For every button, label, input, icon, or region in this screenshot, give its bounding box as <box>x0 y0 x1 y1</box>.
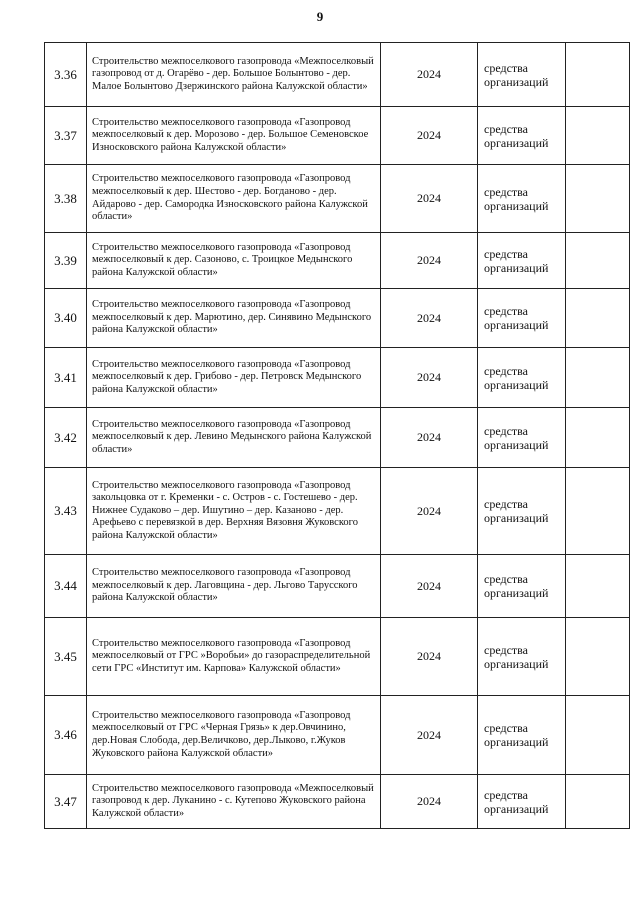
row-number: 3.38 <box>45 165 87 233</box>
row-number: 3.40 <box>45 289 87 348</box>
row-empty-cell <box>566 233 630 289</box>
row-description: Строительство межпоселкового газопровода «Газопровод межпоселковый к дер. Марютино, дер. Синявино Медынского района Калужской области» <box>87 289 381 348</box>
table-row <box>45 107 630 165</box>
row-empty-cell <box>566 775 630 829</box>
row-funding-source: средства организаций <box>478 696 566 775</box>
table-row <box>45 618 630 696</box>
row-description: Строительство межпоселкового газопровода «Газопровод межпоселковый к дер. Сазоново, с. Троицкое Медынского района Калужской области» <box>87 233 381 289</box>
row-year: 2024 <box>381 775 478 829</box>
row-description: Строительство межпоселкового газопровода «Газопровод межпоселковый к дер. Морозово - дер. Большое Семеновское Износковского района Калужской области» <box>87 107 381 165</box>
row-number: 3.36 <box>45 43 87 107</box>
row-year: 2024 <box>381 696 478 775</box>
row-description: Строительство межпоселкового газопровода «Газопровод межпоселковый к дер. Лаговщина - дер. Льгово Тарусского района Калужской области» <box>87 555 381 618</box>
row-year: 2024 <box>381 289 478 348</box>
row-funding-source: средства организаций <box>478 233 566 289</box>
table-row <box>45 233 630 289</box>
row-year: 2024 <box>381 233 478 289</box>
row-description: Строительство межпоселкового газопровода «Газопровод межпоселковый к дер. Левино Медынского района Калужской области» <box>87 408 381 468</box>
table-row <box>45 289 630 348</box>
row-empty-cell <box>566 165 630 233</box>
row-funding-source: средства организаций <box>478 289 566 348</box>
table-row <box>45 165 630 233</box>
table-row <box>45 468 630 555</box>
row-funding-source: средства организаций <box>478 348 566 408</box>
row-year: 2024 <box>381 165 478 233</box>
row-funding-source: средства организаций <box>478 43 566 107</box>
row-empty-cell <box>566 348 630 408</box>
gas-pipeline-table <box>44 42 630 829</box>
row-year: 2024 <box>381 107 478 165</box>
row-empty-cell <box>566 107 630 165</box>
row-empty-cell <box>566 468 630 555</box>
table-row <box>45 696 630 775</box>
table-row <box>45 408 630 468</box>
row-description: Строительство межпоселкового газопровода «Газопровод закольцовка от г. Кременки - с. Остров - с. Гостешево - дер. Нижнее Судаково – дер. Ишутино – дер. Казаново - дер. Арефьево с перевязкой в дер. Верхняя Вязовня Жуковского района Калужской области» <box>87 468 381 555</box>
row-funding-source: средства организаций <box>478 165 566 233</box>
row-year: 2024 <box>381 408 478 468</box>
row-funding-source: средства организаций <box>478 775 566 829</box>
row-year: 2024 <box>381 468 478 555</box>
row-empty-cell <box>566 408 630 468</box>
row-year: 2024 <box>381 43 478 107</box>
row-number: 3.42 <box>45 408 87 468</box>
row-empty-cell <box>566 618 630 696</box>
row-number: 3.41 <box>45 348 87 408</box>
row-funding-source: средства организаций <box>478 555 566 618</box>
row-funding-source: средства организаций <box>478 107 566 165</box>
row-number: 3.39 <box>45 233 87 289</box>
row-empty-cell <box>566 289 630 348</box>
table-row <box>45 43 630 107</box>
row-year: 2024 <box>381 618 478 696</box>
row-number: 3.47 <box>45 775 87 829</box>
table-row <box>45 775 630 829</box>
row-funding-source: средства организаций <box>478 408 566 468</box>
row-empty-cell <box>566 696 630 775</box>
row-number: 3.43 <box>45 468 87 555</box>
row-year: 2024 <box>381 555 478 618</box>
row-number: 3.45 <box>45 618 87 696</box>
row-description: Строительство межпоселкового газопровода «Газопровод межпоселковый от ГРС »Воробьи» до газораспределительной сети ГРС «Институт им. Карпова» Калужской области» <box>87 618 381 696</box>
row-empty-cell <box>566 555 630 618</box>
row-description: Строительство межпоселкового газопровода «Межпоселковый газопровод от д. Огарёво - дер. Большое Болынтово - дер. Малое Болынтово Дзержинского района Калужской области» <box>87 43 381 107</box>
row-number: 3.44 <box>45 555 87 618</box>
table-row <box>45 555 630 618</box>
row-description: Строительство межпоселкового газопровода «Газопровод межпоселковый к дер. Грибово - дер. Петровск Медынского района Калужской области» <box>87 348 381 408</box>
row-number: 3.46 <box>45 696 87 775</box>
row-funding-source: средства организаций <box>478 468 566 555</box>
row-description: Строительство межпоселкового газопровода «Газопровод межпоселковый к дер. Шестово - дер. Богданово - дер. Айдарово - дер. Самородка Износковского района Калужской области» <box>87 165 381 233</box>
row-year: 2024 <box>381 348 478 408</box>
row-description: Строительство межпоселкового газопровода «Газопровод межпоселковый от ГРС «Черная Грязь» к дер.Овчинино, дер.Новая Слобода, дер.Величково, дер.Лыково, г.Жуков Жуковского района Калужской области» <box>87 696 381 775</box>
row-funding-source: средства организаций <box>478 618 566 696</box>
row-description: Строительство межпоселкового газопровода «Межпоселковый газопровод к дер. Луканино - с. Кутепово Жуковского района Калужской области» <box>87 775 381 829</box>
table-row <box>45 348 630 408</box>
row-number: 3.37 <box>45 107 87 165</box>
row-empty-cell <box>566 43 630 107</box>
page-number: 9 <box>316 9 324 24</box>
